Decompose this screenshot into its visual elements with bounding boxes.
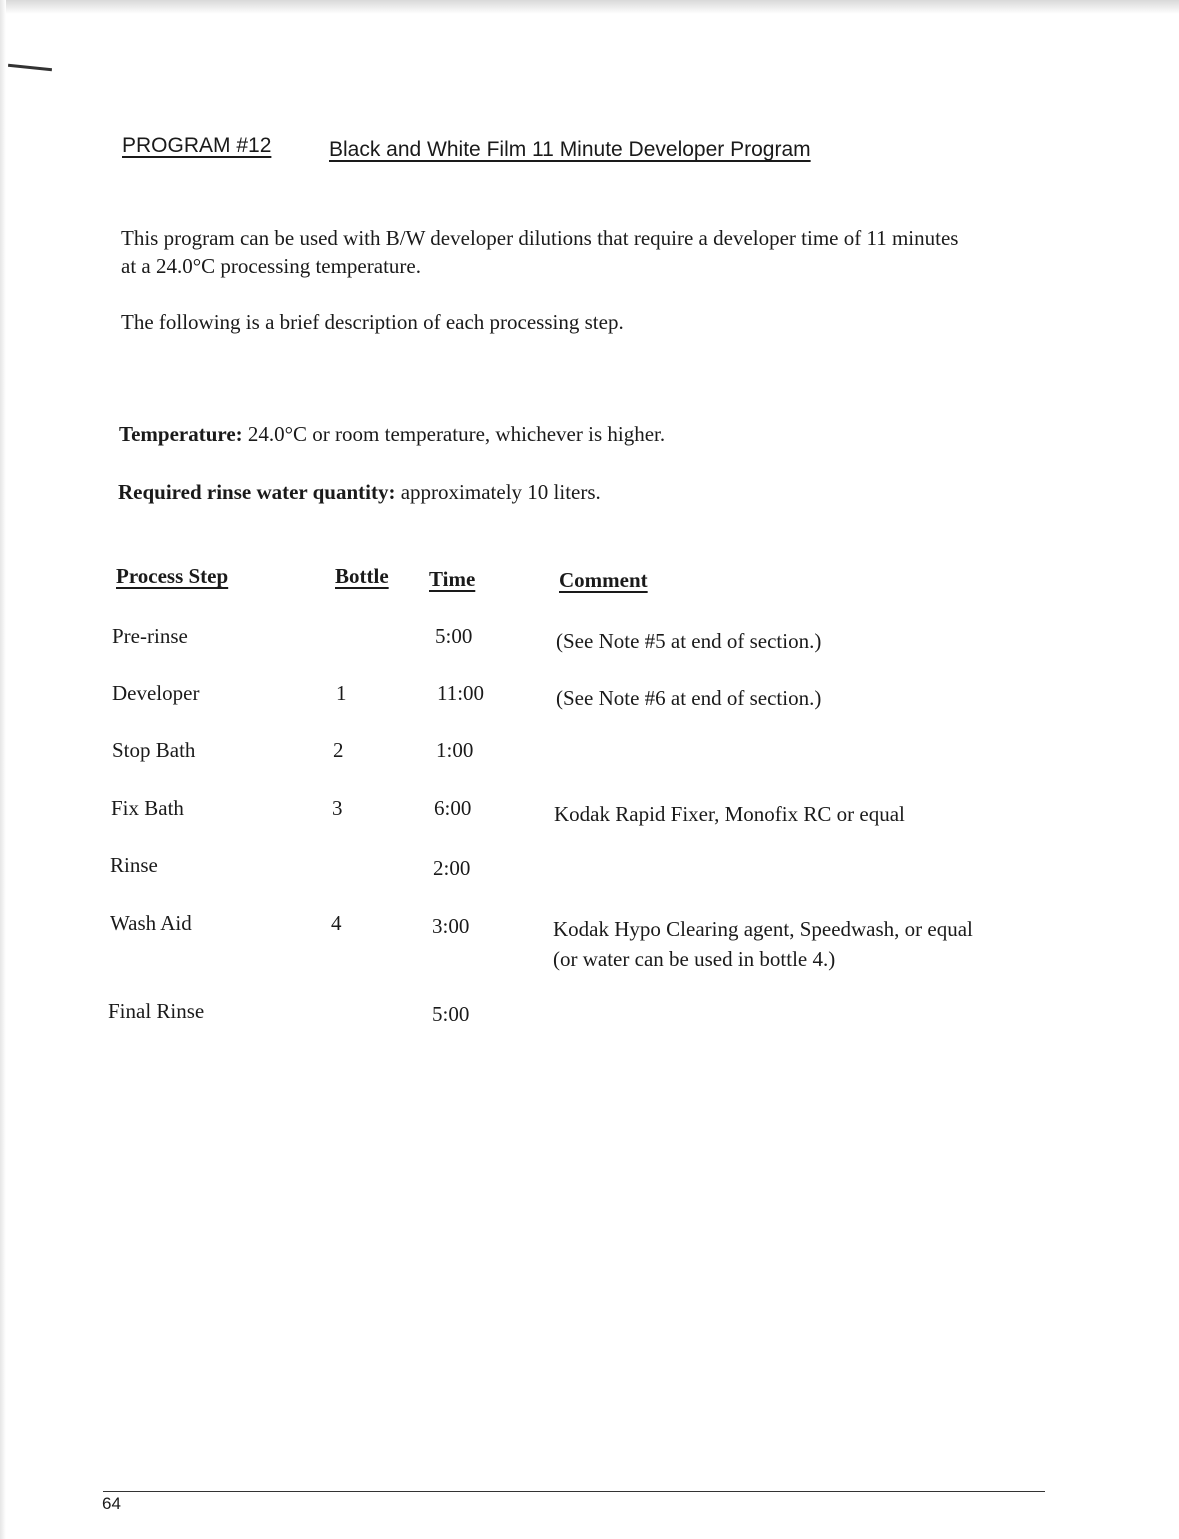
column-header-process-step: Process Step — [116, 564, 229, 588]
temperature-label: Temperature: — [119, 422, 243, 446]
bottle-number: 1 — [336, 681, 347, 705]
intro-paragraph — [121, 224, 958, 280]
table-row — [0, 679, 1179, 735]
step-time: 2:00 — [433, 856, 471, 880]
table-row — [0, 794, 1179, 850]
bottle-number: 3 — [332, 796, 343, 820]
temperature-spec — [119, 420, 665, 448]
intro-line-1: This program can be used with B/W developer dilutions that require a developer time of 11 minutes — [121, 226, 959, 250]
scan-shadow-top — [0, 0, 1179, 14]
bottle-number: 2 — [333, 738, 344, 762]
rinse-water-spec — [118, 478, 601, 506]
process-step: Developer — [112, 681, 200, 705]
bottle-number: 4 — [331, 911, 342, 935]
footer-rule — [103, 1491, 1045, 1492]
intro-line-2: at a 24.0°C processing temperature. — [121, 254, 421, 278]
column-header-comment: Comment — [559, 568, 648, 592]
table-row — [0, 622, 1179, 678]
page-number: 64 — [102, 1494, 121, 1513]
process-step: Final Rinse — [108, 999, 205, 1023]
process-step: Stop Bath — [112, 738, 196, 762]
process-step: Pre-rinse — [112, 624, 188, 648]
step-time: 6:00 — [434, 796, 472, 820]
step-comment: Kodak Rapid Fixer, Monofix RC or equal — [554, 802, 905, 826]
table-row — [0, 736, 1179, 792]
step-time: 3:00 — [432, 914, 470, 938]
process-step: Rinse — [110, 853, 158, 877]
program-number: PROGRAM #12 — [122, 134, 272, 157]
step-comment: (See Note #5 at end of section.) — [556, 629, 822, 653]
program-title: Black and White Film 11 Minute Developer Program — [329, 138, 811, 161]
step-time: 11:00 — [437, 681, 485, 705]
table-row — [0, 997, 1179, 1053]
step-comment: Kodak Hypo Clearing agent, Speedwash, or equal — [553, 917, 973, 941]
column-header-time: Time — [429, 567, 476, 591]
step-time: 5:00 — [435, 624, 473, 648]
step-time: 5:00 — [432, 1002, 470, 1026]
scan-mark — [8, 64, 52, 72]
table-row — [0, 851, 1179, 907]
temperature-value: 24.0°C or room temperature, whichever is higher. — [242, 422, 666, 446]
rinse-water-label: Required rinse water quantity: — [118, 480, 396, 504]
process-step: Wash Aid — [110, 911, 192, 935]
column-header-bottle: Bottle — [335, 564, 389, 588]
step-comment-continued: (or water can be used in bottle 4.) — [553, 947, 836, 971]
rinse-water-value: approximately 10 liters. — [395, 480, 601, 504]
table-row — [0, 909, 1179, 979]
step-time: 1:00 — [436, 738, 474, 762]
process-step: Fix Bath — [111, 796, 184, 820]
description-line: The following is a brief description of each processing step. — [121, 310, 624, 334]
step-comment: (See Note #6 at end of section.) — [556, 686, 822, 710]
